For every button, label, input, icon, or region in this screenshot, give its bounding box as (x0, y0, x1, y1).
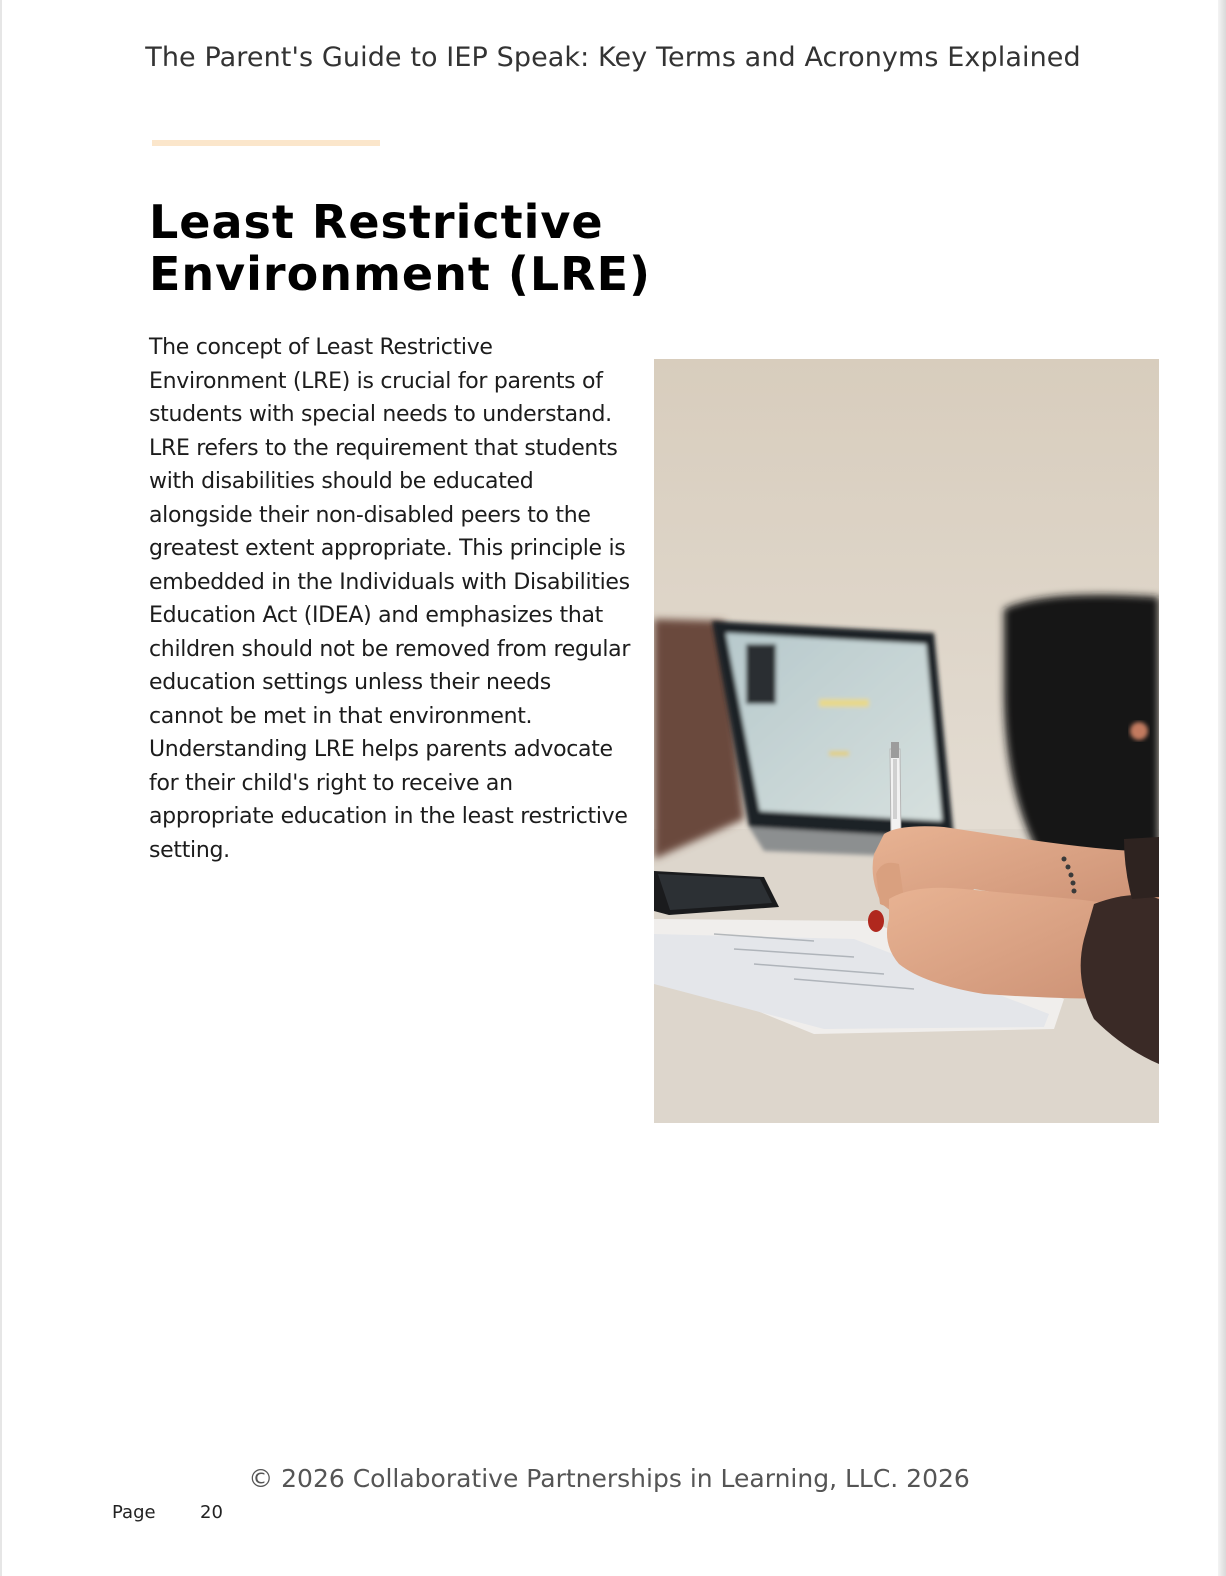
section-heading-line-2: Environment (LRE) (149, 247, 652, 301)
copyright-notice: © 2026 Collaborative Partnerships in Learning, LLC. 2026 (248, 1464, 970, 1493)
section-heading-line-1: Least Restrictive (149, 195, 604, 249)
section-heading (149, 196, 669, 300)
accent-rule (152, 140, 380, 146)
document-header-title: The Parent's Guide to IEP Speak: Key Terms and Acronyms Explained (145, 42, 1081, 73)
page-edge-shadow (1218, 0, 1226, 1576)
page-label: Page (112, 1502, 156, 1523)
page-number: 20 (200, 1502, 223, 1523)
page-edge (0, 0, 2, 1576)
photo-hand-writing-with-laptop (654, 359, 1159, 1123)
section-body-paragraph: The concept of Least Restrictive Environment (LRE) is crucial for parents of students with special needs to understand. LRE refers to the requirement that students with disabilities should be educated alongside their non-disabled peers to the greatest extent appropriate. This principle is embedded in the Individuals with Disabilities Education Act (IDEA) and emphasizes that children should not be removed from regular education settings unless their needs cannot be met in that environment. Understanding LRE helps parents advocate for their child's right to receive an appropriate education in the least restrictive setting. (149, 335, 631, 863)
